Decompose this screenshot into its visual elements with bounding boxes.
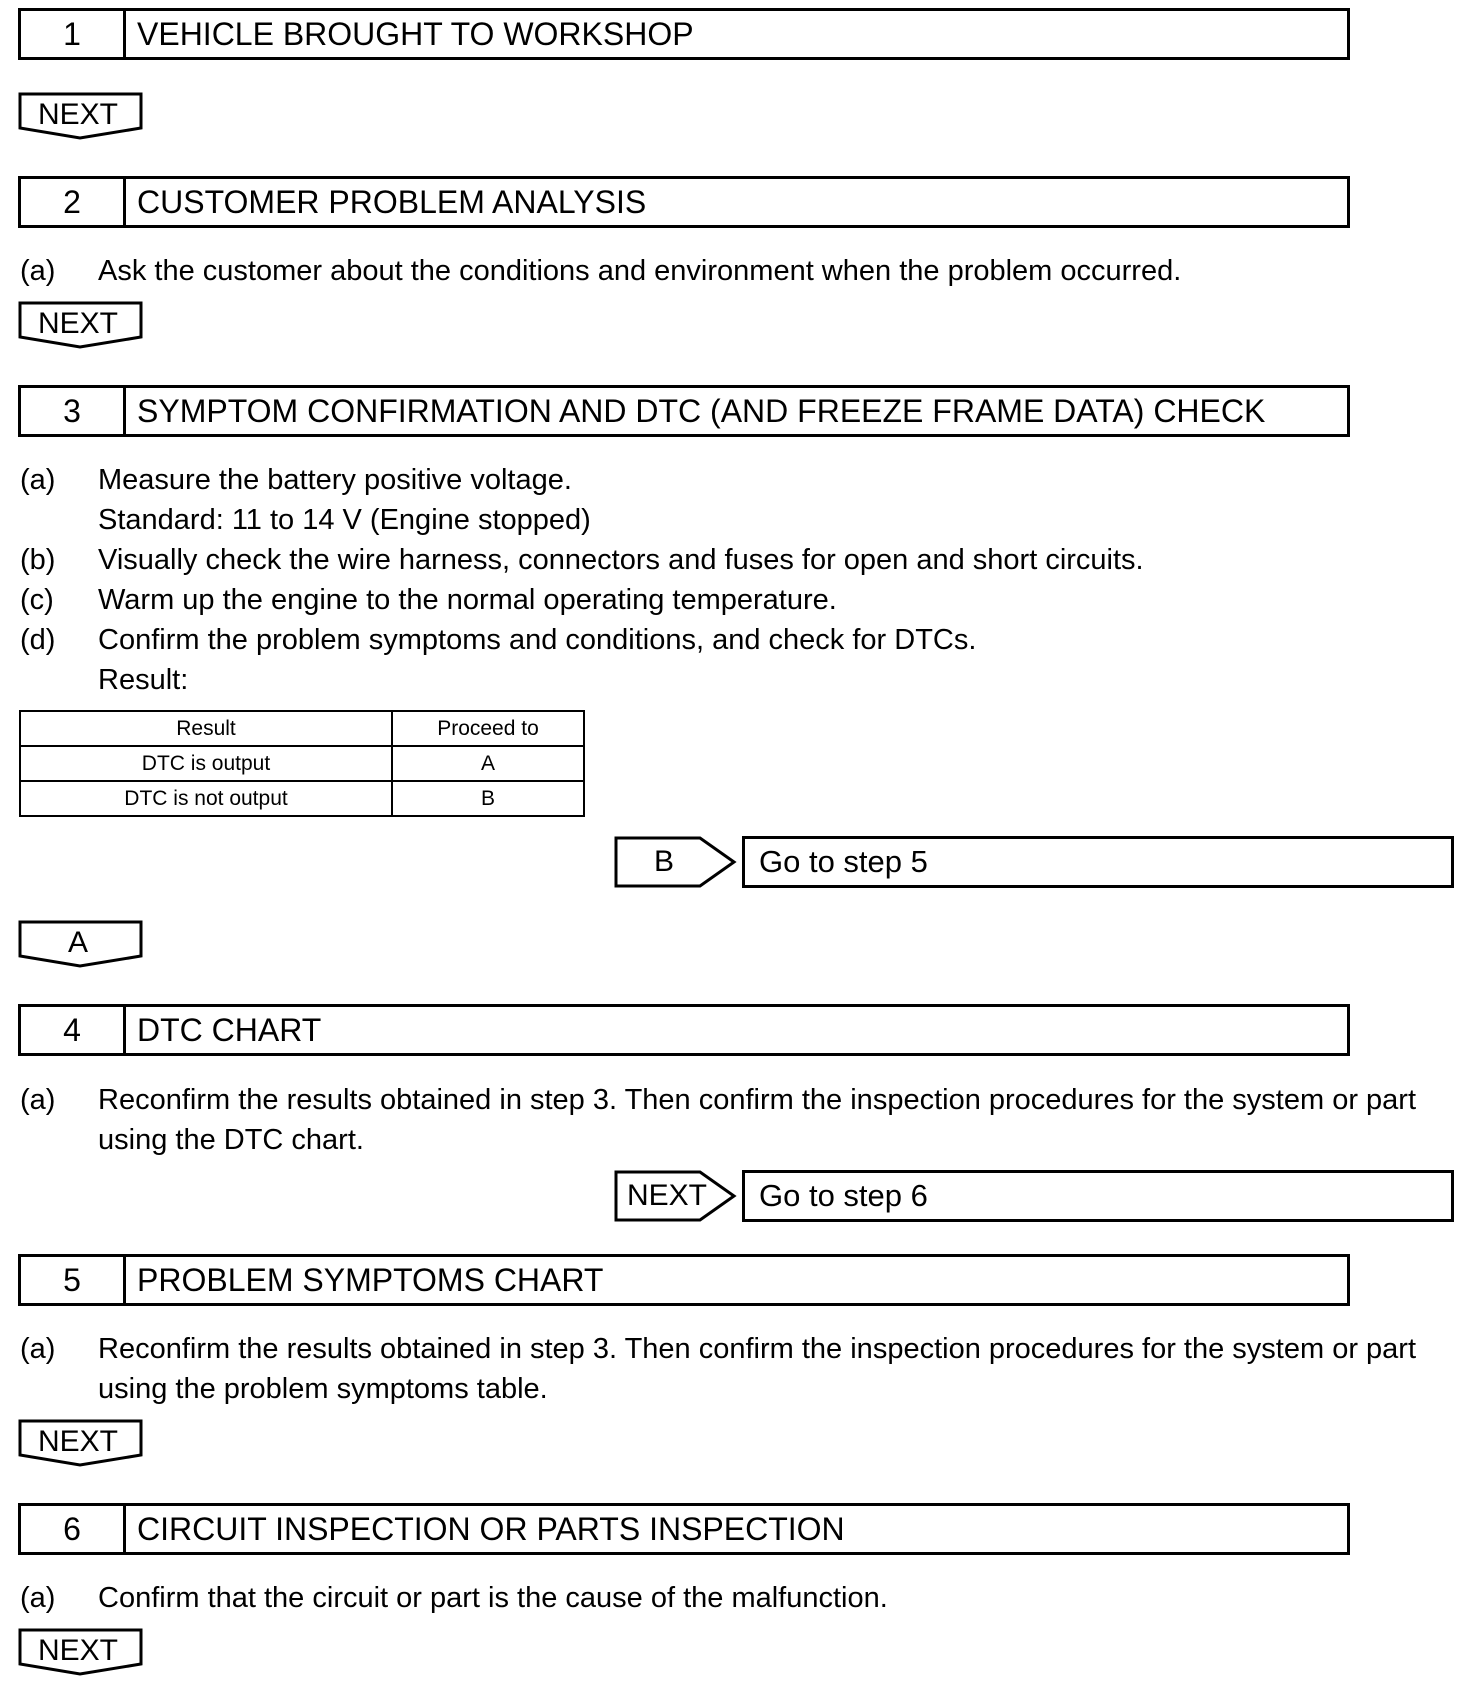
- branch-b-arrow: [614, 836, 738, 888]
- next-label: NEXT: [37, 307, 118, 340]
- next-tag-5: [18, 1419, 145, 1467]
- branch-a-tag: [18, 920, 145, 968]
- next-tag-6: [18, 1628, 145, 1676]
- table-cell: DTC is not output: [20, 781, 392, 816]
- instruction-text: Measure the battery positive voltage.: [98, 464, 572, 496]
- instruction-text: Ask the customer about the conditions and environment when the problem occurred.: [98, 255, 1182, 287]
- next-target: [742, 1170, 1454, 1222]
- table-row: [20, 746, 584, 781]
- branch-b-target: [742, 836, 1454, 888]
- table-cell: B: [392, 781, 584, 816]
- branch-label: B: [653, 845, 674, 878]
- item-label: (a): [20, 1582, 56, 1614]
- instruction-text: Visually check the wire harness, connectors and fuses for open and short circuits.: [98, 544, 1144, 576]
- step-2-header: [18, 176, 1350, 228]
- step-4-header: [18, 1004, 1350, 1056]
- step-title: SYMPTOM CONFIRMATION AND DTC (AND FREEZE FRAME DATA) CHECK: [137, 393, 1266, 429]
- result-table: [19, 710, 585, 817]
- instruction-text: using the problem symptoms table.: [98, 1373, 548, 1405]
- next-label: NEXT: [37, 1634, 118, 1667]
- goto-text: Go to step 6: [759, 1178, 928, 1213]
- next-label: NEXT: [37, 98, 118, 131]
- step-title: CUSTOMER PROBLEM ANALYSIS: [137, 184, 647, 220]
- next-label: NEXT: [37, 1425, 118, 1458]
- instruction-text: using the DTC chart.: [98, 1124, 364, 1156]
- standard-spec: Standard: 11 to 14 V (Engine stopped): [98, 504, 591, 536]
- instruction-text: Reconfirm the results obtained in step 3. Then confirm the inspection procedures for the system or part: [98, 1333, 1417, 1365]
- step-title: VEHICLE BROUGHT TO WORKSHOP: [137, 16, 694, 52]
- goto-text: Go to step 5: [759, 844, 928, 879]
- item-label: (b): [20, 544, 56, 576]
- step-1-header: [18, 8, 1350, 60]
- table-header: Proceed to: [392, 711, 584, 746]
- result-label: Result:: [98, 664, 189, 696]
- table-cell: DTC is output: [20, 746, 392, 781]
- item-label: (a): [20, 1084, 56, 1116]
- step-number: 3: [21, 388, 126, 434]
- next-arrow: [614, 1170, 738, 1222]
- step-3-header: [18, 385, 1350, 437]
- next-tag-1: [18, 92, 145, 140]
- step-title: CIRCUIT INSPECTION OR PARTS INSPECTION: [137, 1511, 845, 1547]
- step-6-header: [18, 1503, 1350, 1555]
- item-label: (c): [20, 584, 54, 616]
- branch-label: A: [67, 926, 88, 959]
- next-tag-2: [18, 301, 145, 349]
- instruction-text: Warm up the engine to the normal operating temperature.: [98, 584, 837, 616]
- step-number: 1: [21, 11, 126, 57]
- next-label: NEXT: [626, 1179, 707, 1212]
- table-row: [20, 781, 584, 816]
- item-label: (d): [20, 624, 56, 656]
- step-title: PROBLEM SYMPTOMS CHART: [137, 1262, 604, 1298]
- step-number: 2: [21, 179, 126, 225]
- instruction-text: Confirm that the circuit or part is the cause of the malfunction.: [98, 1582, 888, 1614]
- item-label: (a): [20, 255, 56, 287]
- step-number: 6: [21, 1506, 126, 1552]
- item-label: (a): [20, 464, 56, 496]
- table-header: Result: [20, 711, 392, 746]
- instruction-text: Reconfirm the results obtained in step 3. Then confirm the inspection procedures for the system or part: [98, 1084, 1417, 1116]
- step-5-header: [18, 1254, 1350, 1306]
- step-title: DTC CHART: [137, 1012, 322, 1048]
- item-label: (a): [20, 1333, 56, 1365]
- step-number: 4: [21, 1007, 126, 1053]
- step-number: 5: [21, 1257, 126, 1303]
- table-cell: A: [392, 746, 584, 781]
- instruction-text: Confirm the problem symptoms and conditions, and check for DTCs.: [98, 624, 977, 656]
- table-header-row: [20, 711, 584, 746]
